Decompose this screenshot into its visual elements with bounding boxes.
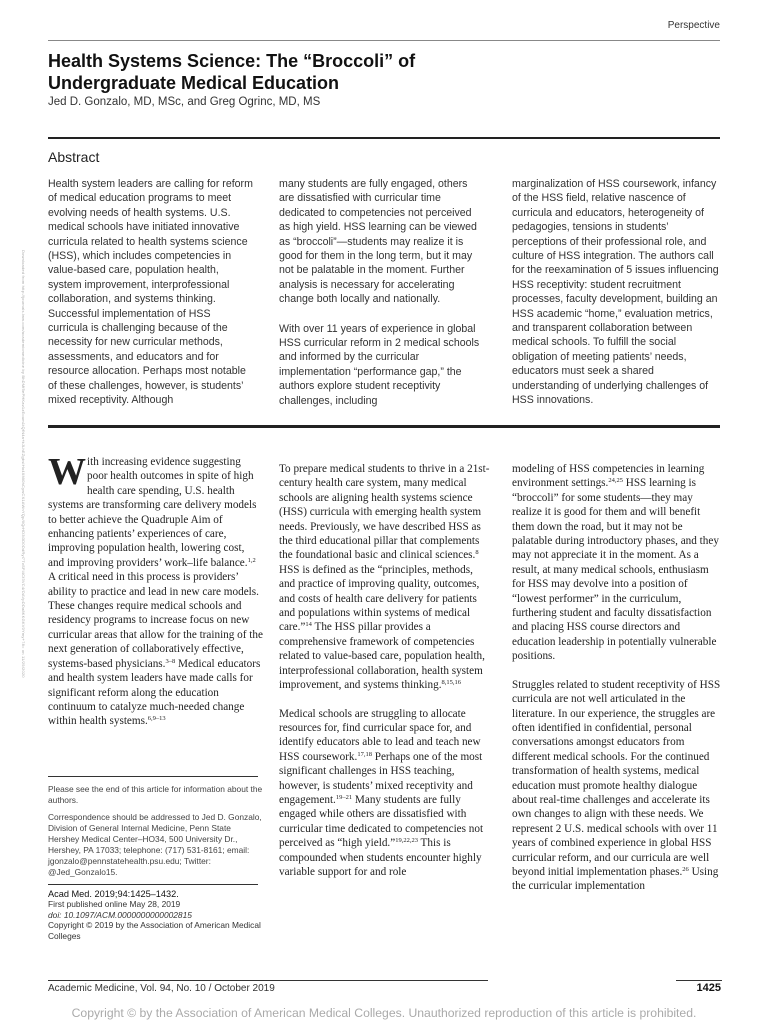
body-text: HSS learning is “broccoli” for some students—they may realize it is good for them and will benefit them down the road, but it may not be palatable during introductory phases, and they may not appreciate it in the moment. As a result, at many medical schools, enthusiasm for HSS may devolve into a position of “lowest performer” in the curriculum, furthering student and faculty dissatisfaction and placing HSS course directors and education leadership in potentially vulnerable positions.: [512, 477, 719, 663]
abstract-paragraph: marginalization of HSS coursework, infancy of the HSS field, relative nascence of curricula and educators, heterogeneity of pedagogies, tensions in students’ perceptions of their professional role, and culture of HSS integration. The authors call for the reexamination of 5 issues influencing HSS receptivity: student recruitment processes, faculty development, building an HSS academic “home,” evaluation metrics, and transparent collaboration between medical schools. To fulfill the social obligation of meeting patients’ needs, educators must seek a shared understanding of underlying challenges of HSS innovations.: [512, 178, 719, 407]
reference-superscript[interactable]: 19,22,23: [395, 837, 418, 845]
body-text: This is compounded when students encounter highly variable support for and role: [279, 837, 482, 878]
body-text: To prepare medical students to thrive in a 21st-century health care system, many medical schools are aligning health systems science (HSS) curricula with emerging health system needs. Previously, we have described HSS as the third educational pillar that complements the foundational basic and clinical sciences.: [279, 463, 490, 562]
abstract-paragraph: many students are fully engaged, others are dissatisfied with curricular time dedicated to competencies not perceived as high yield. HSS learning can be viewed as “broccoli”—students may realize it is good for them in the long term, but it may not be palatable in the moment. Further analysis is necessary for accelerating change both locally and nationally.: [279, 178, 477, 306]
body-text: Struggles related to student receptivity of HSS curricula are not well articulated in the literature. In our experience, the struggles are often identified in confidential, personal conversations amongst educators from different medical schools. For the continued transformation of health systems, medical education must promote healthy dialogue about real-time challenges and accelerate its own changes to align with these needs. We represent 2 U.S. medical schools with over 11 years of combined experience in global HSS curricular reform, and our curricula are well beyond initial implementation phases.: [512, 678, 721, 878]
article-authors: Jed D. Gonzalo, MD, MSc, and Greg Ogrinc, MD, MS: [48, 96, 321, 108]
reference-superscript[interactable]: 8,15,16: [441, 679, 462, 687]
body-column-2: [279, 462, 491, 893]
reference-superscript[interactable]: 14: [305, 621, 312, 629]
abstract-column-3: [512, 177, 722, 423]
citation-block: [48, 889, 263, 941]
body-text: HSS is defined as the “principles, methods, and practice of improving quality, outcomes, and costs of health care delivery for patients and populations within systems of medical care.”: [279, 563, 480, 634]
footer-rule: [48, 980, 488, 981]
reference-superscript[interactable]: 3–8: [165, 657, 176, 665]
body-text: Medical schools are struggling to allocate resources for, find curricular space for, and identify educators able to lead and teach new HSS coursework.: [279, 707, 481, 763]
reference-superscript[interactable]: 24,25: [608, 477, 623, 485]
reference-superscript[interactable]: 17,18: [357, 750, 372, 758]
copyright-notice: Copyright © by the Association of American Medical Colleges. Unauthorized reproduction of this article is prohibited.: [71, 1006, 697, 1020]
drop-cap: W: [48, 451, 86, 493]
abstract-column-1: [48, 177, 253, 423]
reference-superscript[interactable]: 8: [475, 549, 479, 557]
reference-superscript[interactable]: 6,9–13: [147, 715, 166, 723]
body-text: A critical need in this process is providers’ ability to practice and lead in new care models. These changes require medical schools and residency programs to increase focus on new curricular areas that allow for the training of the next generation of collaboratively effective, systems-based physicians.: [48, 571, 263, 670]
body-column-3: [512, 462, 724, 908]
abstract-rule: [48, 137, 720, 139]
download-watermark: [19, 250, 27, 810]
body-paragraph: [279, 707, 491, 880]
body-column-1: [48, 451, 263, 743]
footer-page-rule: [676, 980, 722, 981]
body-rule: [48, 425, 720, 428]
reference-superscript[interactable]: 19–21: [335, 793, 353, 801]
page-number: 1425: [696, 982, 721, 994]
body-text: ith increasing evidence suggesting poor health outcomes in spite of high health care spending, U.S. health systems are transforming care delivery models to better achieve the Quadruple Aim of enhancing patients’ experiences of care, improving population health, lowering cost, and improving providers’ work–life balance.: [48, 456, 257, 569]
article-title: [48, 50, 568, 94]
body-text: Using the curricular implementation: [512, 865, 719, 893]
correspondence-note: Correspondence should be addressed to Jed D. Gonzalo, Division of General Internal Medicine, Penn State Hershey Medical Center–HO34, 500 University Dr., Hershey, PA 17033; telephone: (717) 531-8161; email: jgonzalo@pennstatehealth.psu.edu; Twitter: @Jed_Gonzalo15.: [48, 812, 262, 877]
body-text: modeling of HSS competencies in learning environment settings.: [512, 463, 705, 490]
citation-published: First published online May 28, 2019: [48, 899, 181, 910]
citation-doi[interactable]: doi: 10.1097/ACM.0000000000002815: [48, 909, 192, 920]
reference-superscript[interactable]: 1,2: [247, 556, 256, 564]
notes-rule: [48, 776, 258, 777]
body-paragraph: [512, 678, 724, 894]
body-text: Perhaps one of the most significant challenges in HSS teaching, however, is students’ mixed receptivity and engagement.: [279, 750, 483, 806]
footer-journal: Academic Medicine, Vol. 94, No. 10 / October 2019: [48, 983, 275, 994]
citation-journal: Acad Med. 2019;94:1425–1432.: [48, 889, 179, 899]
body-paragraph: [512, 462, 724, 664]
section-label: Perspective: [667, 20, 720, 31]
body-text: Medical educators and health system leaders have made calls for significant reform along the education continuum to catalyze much-needed change within health systems.: [48, 657, 261, 728]
abstract-paragraph: Health system leaders are calling for reform of medical education programs to meet evolving needs of health systems. U.S. medical schools have initiated innovative curricula related to health systems science (HSS), which includes competencies in value-based care, population health, system improvement, interprofessional collaboration, and systems thinking. Successful implementation of HSS curricula is challenging because of the necessity for new curricular methods, assessments, and educators and for resource allocation. Perhaps most notable of these challenges, however, is students’ mixed receptivity. Although: [48, 178, 253, 407]
reference-superscript[interactable]: 26: [682, 865, 689, 873]
header-rule: [48, 40, 720, 41]
body-paragraph: [279, 462, 491, 693]
citation-copyright: Copyright © 2019 by the Association of American Medical Colleges: [48, 920, 261, 941]
citation-rule: [48, 884, 258, 885]
abstract-paragraph: With over 11 years of experience in global HSS curricular reform in 2 medical schools and informed by the curricular implementation “performance gap,” the authors explore student receptivity challenges, including: [279, 322, 480, 407]
title-line-2: Undergraduate Medical Education: [48, 73, 340, 93]
abstract-heading: Abstract: [48, 149, 100, 165]
download-watermark-text: Downloaded from http://journals.lww.com/academicmedicine by BhDMf5ePHKav1zEoum1tQfN4a+kJLhEZgbsIHo4XMi0hCywCX1AWnYQp/IlQrHD3i3D0OdRyi7TvSFl4Cf3VC4/OAVpDDa8KKGKV0Ymy+78= on 11/29/2020: [21, 250, 26, 678]
title-line-1: Health Systems Science: The “Broccoli” of: [48, 51, 416, 71]
body-text: Many students are fully engaged while others are dissatisfied with curricular time dedicated to competencies not perceived as “high yield.”: [279, 793, 484, 850]
abstract-column-2: [279, 177, 484, 423]
body-paragraph: [48, 451, 263, 729]
body-text: The HSS pillar provides a comprehensive framework of competencies related to value-based care, population health, interprofessional collaboration, health system improvement, and systems thinking.: [279, 621, 485, 692]
author-info-note: Please see the end of this article for information about the authors.: [48, 784, 263, 805]
